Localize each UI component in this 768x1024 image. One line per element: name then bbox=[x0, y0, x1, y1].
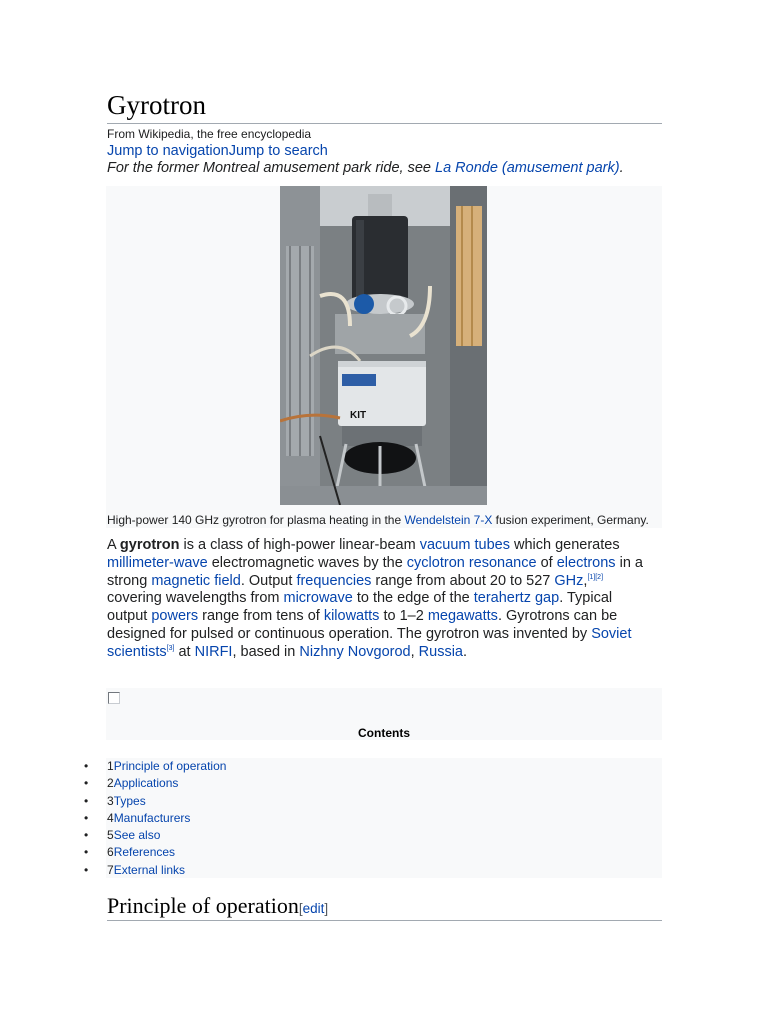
electrons-link[interactable]: electrons bbox=[556, 554, 616, 571]
lead-text: to the edge of the bbox=[352, 590, 474, 607]
toc-item[interactable] bbox=[84, 758, 662, 775]
lead-text: . Output bbox=[240, 572, 297, 589]
jump-to-search-link[interactable]: Jump to search bbox=[228, 143, 328, 159]
toc-number: 7 bbox=[107, 862, 114, 877]
edit-section-link[interactable]: edit bbox=[302, 901, 325, 916]
lead-text: covering wavelengths from bbox=[107, 590, 284, 607]
section-heading bbox=[107, 893, 328, 919]
toc-link-references[interactable]: References bbox=[113, 845, 176, 860]
millimeter-wave-link[interactable]: millimeter-wave bbox=[107, 554, 208, 571]
toc-link-types[interactable]: Types bbox=[113, 793, 146, 808]
reference-2[interactable]: [2] bbox=[595, 573, 604, 581]
toc-list bbox=[84, 758, 662, 878]
terahertz-gap-link[interactable]: terahertz gap bbox=[473, 590, 560, 607]
lead-text: electromagnetic waves by the bbox=[207, 554, 407, 571]
kit-logo: KIT bbox=[350, 410, 367, 421]
page-title: Gyrotron bbox=[107, 90, 206, 120]
toc-link-manufacturers[interactable]: Manufacturers bbox=[113, 810, 191, 825]
toc-link-see-also[interactable]: See also bbox=[113, 828, 161, 843]
lead-text: range from tens of bbox=[198, 608, 324, 625]
image-caption bbox=[107, 513, 649, 527]
cyclotron-resonance-link[interactable]: cyclotron resonance bbox=[406, 554, 537, 571]
toc-number: 3 bbox=[107, 793, 114, 808]
lead-text: of bbox=[536, 554, 557, 571]
lead-text: . bbox=[463, 643, 468, 660]
toc-number: 6 bbox=[107, 845, 114, 860]
section-edit bbox=[299, 901, 328, 916]
hatnote-suffix: . bbox=[619, 160, 624, 176]
bullet-icon: • bbox=[84, 810, 89, 825]
toc-item[interactable] bbox=[84, 793, 662, 810]
caption-suffix: fusion experiment, Germany. bbox=[492, 513, 649, 527]
toc-number: 2 bbox=[107, 776, 114, 791]
toc-link-principle-of-operation[interactable]: Principle of operation bbox=[113, 759, 227, 773]
bullet-icon: • bbox=[84, 759, 89, 773]
megawatts-link[interactable]: megawatts bbox=[427, 608, 498, 625]
bullet-icon: • bbox=[84, 793, 89, 808]
kilowatts-link[interactable]: kilowatts bbox=[323, 608, 380, 625]
caption-text: High-power 140 GHz gyrotron for plasma heating in the bbox=[107, 513, 405, 527]
lead-text: which generates bbox=[509, 537, 620, 553]
la-ronde-link[interactable]: La Ronde (amusement park) bbox=[435, 160, 620, 176]
bullet-icon: • bbox=[84, 776, 89, 791]
section-heading-text: Principle of operation bbox=[107, 893, 299, 918]
vacuum-tubes-link[interactable]: vacuum tubes bbox=[419, 537, 510, 553]
jump-to-navigation-link[interactable]: Jump to navigation bbox=[107, 143, 229, 159]
bullet-icon: • bbox=[84, 828, 89, 843]
toc-link-external-links[interactable]: External links bbox=[113, 862, 186, 877]
toc-item[interactable] bbox=[84, 810, 662, 827]
edit-bracket-close: ] bbox=[324, 901, 329, 916]
toc-item[interactable] bbox=[84, 775, 662, 792]
bullet-icon: • bbox=[84, 862, 89, 877]
lead-text: . Gyrotrons can be designed for pulsed or continuous operation. The gyrotron was invented by bbox=[107, 608, 618, 642]
frequencies-link[interactable]: frequencies bbox=[296, 572, 372, 589]
lead-text: , based in bbox=[232, 643, 300, 660]
wendelstein-link[interactable]: Wendelstein 7-X bbox=[404, 513, 493, 527]
lead-text: , bbox=[410, 643, 419, 660]
jump-links bbox=[107, 143, 328, 159]
nizhny-novgorod-link[interactable]: Nizhny Novgorod bbox=[299, 643, 411, 660]
lead-text: is a class of high-power linear-beam bbox=[179, 537, 420, 553]
edit-bracket-open: [ bbox=[298, 901, 303, 916]
gyrotron-photo[interactable] bbox=[280, 186, 487, 505]
toc-toggle-checkbox[interactable] bbox=[108, 692, 120, 704]
lead-text: . Typical output bbox=[107, 590, 613, 625]
microwave-link[interactable]: microwave bbox=[283, 590, 353, 607]
title-divider bbox=[107, 123, 662, 124]
toc-number: 1 bbox=[107, 759, 114, 773]
toc-number: 4 bbox=[107, 810, 114, 825]
gyrotron-illustration bbox=[280, 186, 487, 505]
lead-text: , bbox=[583, 572, 588, 589]
nirfi-link[interactable]: NIRFI bbox=[194, 643, 233, 660]
toc-item[interactable] bbox=[84, 844, 662, 861]
hatnote-text: For the former Montreal amusement park ride, see bbox=[107, 160, 435, 176]
lead-text: to 1–2 bbox=[379, 608, 428, 625]
lead-paragraph bbox=[107, 537, 655, 662]
lead-bold-term: gyrotron bbox=[119, 537, 180, 553]
bullet-icon: • bbox=[84, 845, 89, 860]
soviet-scientists-link[interactable]: Soviet scientists bbox=[107, 625, 632, 660]
ghz-link[interactable]: GHz bbox=[554, 572, 584, 589]
tagline: From Wikipedia, the free encyclopedia bbox=[107, 127, 312, 141]
lead-text: range from about 20 to 527 bbox=[371, 572, 555, 589]
magnetic-field-link[interactable]: magnetic field bbox=[151, 572, 241, 589]
lead-text: at bbox=[174, 643, 195, 660]
powers-link[interactable]: powers bbox=[151, 608, 199, 625]
section-divider bbox=[107, 920, 662, 921]
lead-text: A bbox=[107, 537, 120, 553]
lead-text: in a strong bbox=[107, 554, 643, 589]
hatnote bbox=[107, 160, 624, 176]
toc-title: Contents bbox=[358, 726, 410, 740]
toc-link-applications[interactable]: Applications bbox=[113, 776, 179, 791]
toc-number: 5 bbox=[107, 828, 114, 843]
toc-item[interactable] bbox=[84, 862, 662, 879]
reference-1[interactable]: [1] bbox=[587, 573, 596, 581]
toc-item[interactable] bbox=[84, 827, 662, 844]
reference-3[interactable]: [3] bbox=[166, 644, 175, 652]
russia-link[interactable]: Russia bbox=[418, 643, 463, 660]
